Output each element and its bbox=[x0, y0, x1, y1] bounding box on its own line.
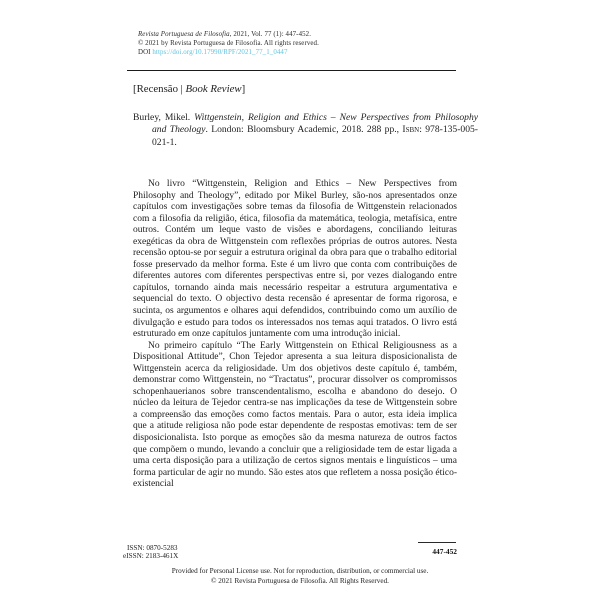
license-line: Provided for Personal License use. Not for reproduction, distribution, or commercial use. bbox=[171, 567, 429, 575]
journal-name: Revista Portuguesa de Filosofia bbox=[138, 31, 230, 38]
doi-link[interactable]: https://doi.org/10.17990/RPF/2021_77_1_0447 bbox=[152, 48, 288, 56]
book-citation bbox=[133, 112, 478, 149]
footer-copyright-line: © 2021 Revista Portuguesa de Filosofia. All Rights Reserved. bbox=[211, 577, 389, 586]
citation-publisher-info: . London: Bloomsbury Academic, 2018. 288 pp., bbox=[205, 124, 403, 136]
masthead-copyright-line: © 2021 by Revista Portuguesa de Filosofia. All rights reserved. bbox=[138, 39, 319, 47]
masthead bbox=[138, 31, 319, 57]
eissn-line: eISSN: 2183-461X bbox=[123, 552, 179, 561]
body-paragraph-1: No livro “Wittgenstein, Religion and Ethics – New Perspectives from Philosophy and Theology”, editado por Mikel Burley, são-nos apresentados onze capítulos com investigações sobre temas da filosofia de Wittgenstein relacionados com a filosofia da religião, ética, filosofia da matemática, teologia, metafísica, entre outros. Contém um leque vasto de visões e abordagens, conciliando leituras exegéticas da obra de Wittgenstein com reflexões próprias de outros autores. Nesta recensão optou-se por seguir a estrutura original da obra para que o trabalho editorial fosse preservado da melhor forma. Este é um livro que conta com contribuições de diferentes autores com diferentes perspectivas entre si, por vezes dialogando entre capítulos, tornando ainda mais necessário respeitar a estrutura argumentativa e sequencial do texto. O objectivo desta recensão é apresentar de forma rigorosa, e sucinta, os argumentos e olhares aqui defendidos, contribuindo como um auxílio de divulgação e estudo para todos os interessados nos temas aqui tratados. O livro está estruturado em onze capítulos juntamente com uma introdução inicial. bbox=[133, 179, 457, 340]
section-label-suffix: ] bbox=[241, 83, 246, 95]
doi-label: DOI bbox=[138, 48, 151, 56]
masthead-citation-line bbox=[138, 31, 319, 40]
masthead-doi-line bbox=[138, 49, 319, 58]
section-label-prefix: [Recensão | bbox=[133, 83, 186, 95]
header-rule bbox=[127, 70, 456, 71]
page-range-rule bbox=[418, 542, 456, 543]
citation-book-title: Wittgenstein, Religion and Ethics – New Perspectives from Philosophy and Theology bbox=[152, 112, 478, 136]
section-label bbox=[133, 83, 245, 95]
page-range: 447-452 bbox=[432, 547, 457, 556]
footer-notice bbox=[0, 566, 600, 587]
masthead-volume-info: , 2021, Vol. 77 (1): 447-452. bbox=[229, 31, 312, 38]
body-paragraph-2: No primeiro capítulo “The Early Wittgenstein on Ethical Religiousness as a Dispositional Attitude”, Chon Tejedor apresenta a sua leitura disposicionalista de Wittgenstein acerca da religiosidade. Um dos objetivos deste capítulo é, também, demonstrar como Wittgenstein, no “Tractatus”, procurar dissolver os compromissos schopenhauerianos sobre transcendentalismo, escolha e abandono do desejo. O núcleo da leitura de Tejedor centra-se nas implicações da tese de Wittgenstein sobre a compreensão das emoções como factos mentais. Para o autor, esta ideia implica que a atitude religiosa não pode estar dependente de respostas emotivas: tem de ser disposicionalista. Isto porque as emoções são da mesma natureza de outros factos que compõem o mundo, levando a concluir que a religiosidade tem de estar ligada a uma certa disposição para a utilização de certos signos mentais e linguísticos – uma forma particular de agir no mundo. São estes atos que refletem a nossa posição ético-existencial bbox=[133, 340, 457, 490]
citation-isbn-value: : 978-135-005-021-1. bbox=[152, 124, 478, 148]
issn-line: ISSN: 0870-5283 bbox=[127, 544, 178, 552]
section-label-english: Book Review bbox=[185, 83, 242, 95]
issn-block bbox=[123, 544, 178, 561]
page-range-block bbox=[417, 542, 457, 556]
citation-isbn-label: Isbn bbox=[402, 124, 420, 136]
review-body bbox=[133, 179, 457, 491]
citation-authors: Burley, Mikel. bbox=[133, 112, 195, 123]
